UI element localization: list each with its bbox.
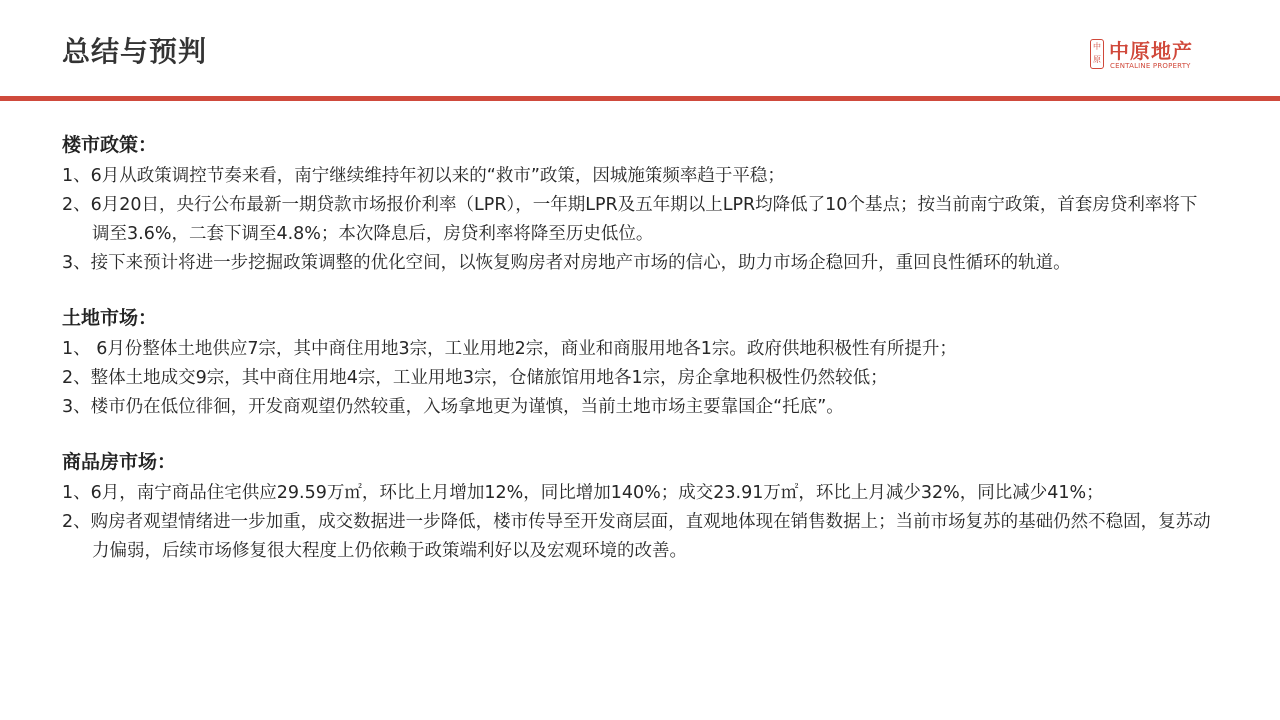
section-land-market bbox=[62, 301, 1212, 422]
logo-name: 中原地产 bbox=[1109, 39, 1193, 63]
slide-content bbox=[62, 128, 1212, 589]
page-title: 总结与预判 bbox=[62, 35, 208, 68]
section-title: 商品房市场： bbox=[62, 451, 177, 473]
list-item: 3、接下来预计将进一步挖掘政策调整的优化空间，以恢复购房者对房地产市场的信心，助力市场企稳回升，重回良性循环的轨道。 bbox=[62, 253, 1071, 273]
list-item: 2、购房者观望情绪进一步加重，成交数据进一步降低，楼市传导至开发商层面，直观地体现在销售数据上；当前市场复苏的基础仍然不稳固，复苏动力偏弱，后续市场修复很大程度上仍依赖于政策端利好以及宏观环境的改善。 bbox=[62, 512, 1211, 561]
bullet-list bbox=[62, 479, 1212, 566]
section-housing-policy bbox=[62, 128, 1212, 278]
bullet-list bbox=[62, 162, 1212, 278]
list-item: 3、楼市仍在低位徘徊，开发商观望仍然较重，入场拿地更为谨慎，当前土地市场主要靠国企“托底”。 bbox=[62, 397, 844, 417]
centaline-logo bbox=[1090, 38, 1210, 74]
section-commercial-housing bbox=[62, 445, 1212, 566]
logo-subtitle: CENTALINE PROPERTY bbox=[1110, 62, 1191, 70]
header-divider bbox=[0, 96, 1280, 101]
list-item: 1、6月从政策调控节奏来看，南宁继续维持年初以来的“救市”政策，因城施策频率趋于平稳； bbox=[62, 166, 785, 186]
list-item: 1、 6月份整体土地供应7宗，其中商住用地3宗，工业用地2宗，商业和商服用地各1宗。政府供地积极性有所提升； bbox=[62, 339, 957, 359]
list-item: 2、6月20日，央行公布最新一期贷款市场报价利率（LPR），一年期LPR及五年期以上LPR均降低了10个基点；按当前南宁政策，首套房贷利率将下调至3.6%，二套下调至4.8%；本次降息后，房贷利率将降至历史低位。 bbox=[62, 195, 1198, 244]
logo-seal-icon: 中原 bbox=[1090, 39, 1104, 69]
list-item: 2、整体土地成交9宗，其中商住用地4宗，工业用地3宗，仓储旅馆用地各1宗，房企拿地积极性仍然较低； bbox=[62, 368, 888, 388]
section-title: 楼市政策： bbox=[62, 134, 158, 156]
bullet-list bbox=[62, 335, 1212, 422]
list-item: 1、6月，南宁商品住宅供应29.59万㎡，环比上月增加12%，同比增加140%；成交23.91万㎡，环比上月减少32%，同比减少41%； bbox=[62, 483, 1104, 503]
section-title: 土地市场： bbox=[62, 307, 158, 329]
